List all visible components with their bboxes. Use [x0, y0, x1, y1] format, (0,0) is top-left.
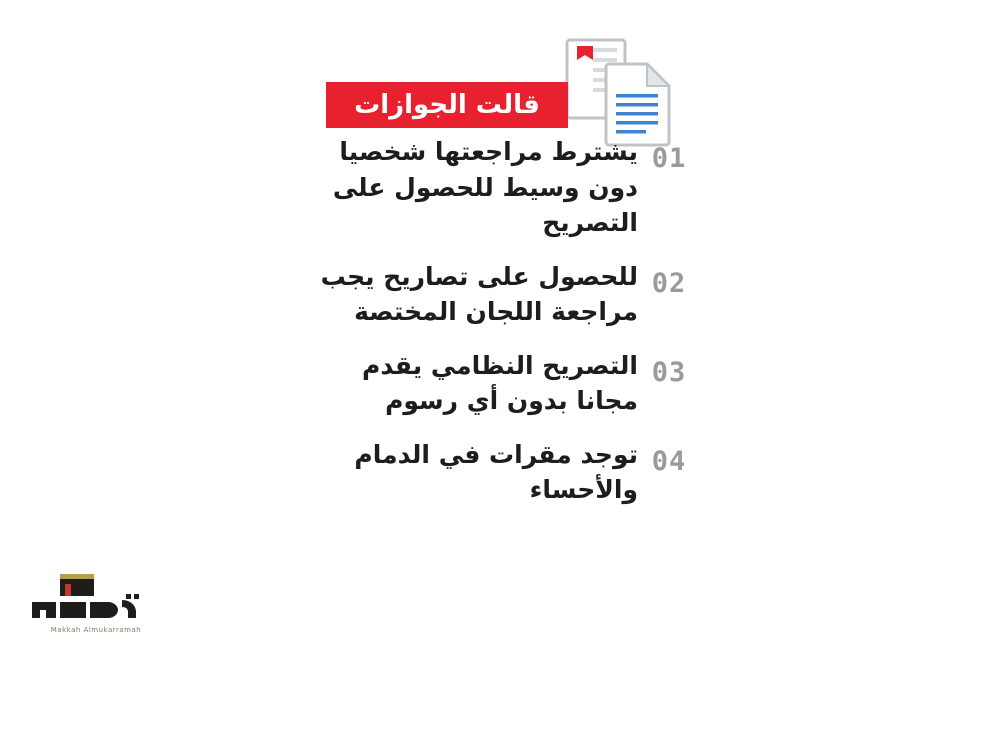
item-text: للحصول على تصاريح يجب مراجعة اللجان المختصة [320, 261, 638, 326]
page-title: قالت الجوازات [354, 90, 540, 120]
makkah-logo-subtitle: Makkah Almukarramah [50, 626, 142, 634]
header [0, 18, 1000, 138]
item-text: التصريح النظامي يقدم مجانا بدون أي رسوم [362, 350, 638, 415]
list-item [300, 348, 700, 419]
item-number: 01 [651, 143, 687, 174]
item-number: 03 [651, 356, 687, 388]
item-number: 04 [651, 445, 687, 477]
list-item [300, 259, 700, 330]
list-item [300, 437, 700, 508]
item-text: يشترط مراجعتها شخصيا دون وسيط للحصول على التصريح [332, 137, 638, 237]
facts-list [300, 134, 700, 526]
item-number: 02 [651, 267, 687, 299]
list-item [300, 134, 700, 241]
makkah-logo [26, 572, 166, 644]
title-banner [326, 82, 568, 128]
makkah-logo-mark [26, 572, 166, 624]
item-text: توجد مقرات في الدمام والأحساء [354, 439, 638, 504]
documents-icon [563, 36, 675, 148]
